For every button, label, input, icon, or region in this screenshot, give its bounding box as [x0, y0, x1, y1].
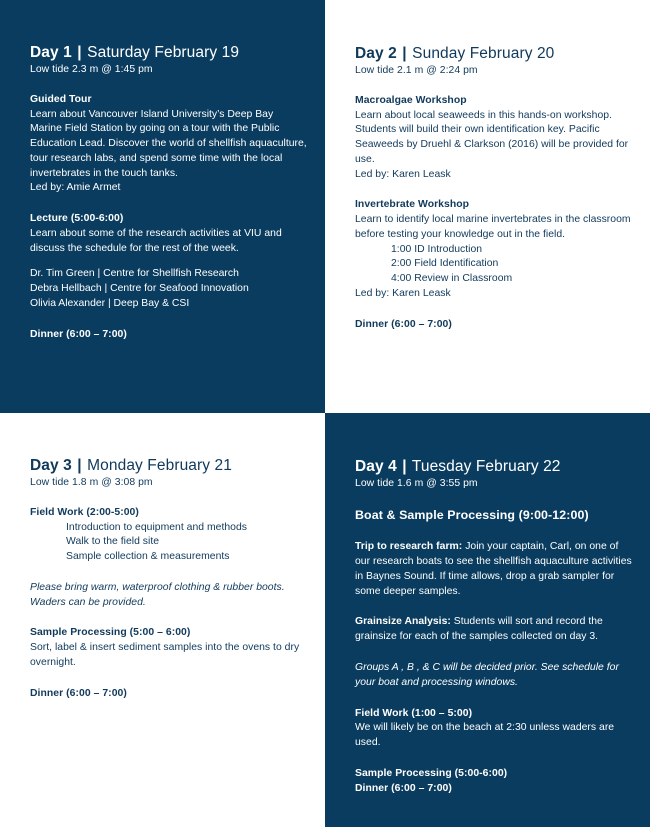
- day-4-groups-note: Groups A , B , & C will be decided prior. See schedule for your boat and processing windows.: [355, 662, 619, 688]
- day-4-title: [355, 458, 632, 476]
- day-2-agenda-item: 1:00 ID Introduction: [391, 243, 483, 255]
- day-3-block-field-work: [30, 506, 307, 565]
- day-2-label: Day 2: [355, 45, 397, 62]
- day-1-roster-item: Debra Hellbach | Centre for Seafood Innovation: [30, 283, 249, 295]
- day-4-separator: |: [402, 458, 407, 475]
- day-3-date: Monday February 21: [87, 457, 232, 474]
- day-2-macroalgae-body: Learn about local seaweeds in this hands-on workshop. Students will build their own identification key. Pacific Seaweeds by Druehl & Clarkson (2016) will be provided for use.: [355, 109, 629, 165]
- day-2-macroalgae-heading: Macroalgae Workshop: [355, 94, 467, 106]
- day-4-dinner-heading: Dinner (6:00 – 7:00): [355, 782, 452, 794]
- day-3-agenda-item: Walk to the field site: [66, 536, 160, 548]
- day-4-boat-sample-heading: Boat & Sample Processing (9:00-12:00): [355, 507, 589, 522]
- day-3-title: [30, 457, 307, 475]
- day-1-date: Saturday February 19: [87, 44, 240, 61]
- day-1-roster-item: Dr. Tim Green | Centre for Shellfish Research: [30, 268, 239, 280]
- day-2-block-macroalgae: [355, 94, 632, 183]
- day-1-title: [30, 44, 307, 62]
- day-2-agenda-item: 2:00 Field Identification: [391, 258, 499, 270]
- day-2-title: [355, 45, 632, 63]
- day-panel-2: [325, 0, 650, 413]
- day-1-lecture-body: Learn about some of the research activities at VIU and discuss the schedule for the rest of the week.: [30, 227, 282, 254]
- day-3-field-work-heading: Field Work (2:00-5:00): [30, 506, 139, 518]
- day-panel-4: [325, 413, 650, 827]
- day-2-separator: |: [402, 45, 407, 62]
- day-1-guided-tour-heading: Guided Tour: [30, 93, 92, 105]
- day-3-gear-note: Please bring warm, waterproof clothing & rubber boots. Waders can be provided.: [30, 581, 285, 608]
- day-3-agenda-item: Sample collection & measurements: [66, 551, 230, 563]
- day-3-agenda-item: Introduction to equipment and methods: [66, 521, 247, 533]
- day-3-dinner-heading: Dinner (6:00 – 7:00): [30, 687, 127, 699]
- day-3-sample-processing-body: Sort, label & insert sediment samples into the ovens to dry overnight.: [30, 642, 300, 668]
- day-2-agenda-item: 4:00 Review in Classroom: [391, 273, 513, 285]
- day-1-guided-tour-body: Learn about Vancouver Island University’s Deep Bay Marine Field Station by going on a tour with the Public Education Lead. Discover the world of shellfish aquaculture, tour research labs, and spend some time with the local invertebrates in the touch tanks.: [30, 108, 307, 179]
- day-2-tide: Low tide 2.1 m @ 2:24 pm: [355, 65, 478, 77]
- day-1-guided-tour-led-by: Led by: Amie Armet: [30, 182, 121, 194]
- day-2-block-dinner: [355, 318, 632, 333]
- day-4-date: Tuesday February 22: [411, 458, 561, 475]
- day-2-invertebrate-heading: Invertebrate Workshop: [355, 199, 470, 211]
- day-2-invertebrate-body: Learn to identify local marine invertebrates in the classroom before testing your knowledge out in the field.: [355, 214, 631, 240]
- day-3-block-gear-note: [30, 581, 307, 611]
- day-2-invertebrate-led-by: Led by: Karen Leask: [355, 287, 451, 299]
- day-panel-1: [0, 0, 325, 413]
- day-3-block-dinner: [30, 687, 307, 702]
- day-4-block-research-farm: [355, 540, 632, 599]
- day-1-block-guided-tour: [30, 93, 307, 196]
- day-3-label: Day 3: [30, 457, 72, 474]
- day-4-tide: Low tide 1.6 m @ 3:55 pm: [355, 478, 478, 490]
- day-4-block-closing: [355, 767, 632, 797]
- day-4-grainsize-lead: Grainsize Analysis:: [355, 616, 451, 628]
- day-3-tide: Low tide 1.8 m @ 3:08 pm: [30, 477, 153, 489]
- day-3-block-sample-processing: [30, 626, 307, 670]
- day-2-dinner-heading: Dinner (6:00 – 7:00): [355, 318, 452, 330]
- day-4-sample-processing-heading: Sample Processing (5:00-6:00): [355, 767, 508, 779]
- day-4-block-groups-note: [355, 661, 632, 691]
- day-4-field-work-heading: Field Work (1:00 – 5:00): [355, 707, 473, 719]
- day-4-research-farm-lead: Trip to research farm:: [355, 541, 463, 553]
- day-3-separator: |: [77, 457, 82, 474]
- day-4-label: Day 4: [355, 458, 397, 475]
- day-1-lecture-heading: Lecture (5:00-6:00): [30, 213, 124, 225]
- day-4-research-farm-body: Join your captain, Carl, on one of our research boats to see the shellfish aquaculture activities in Baynes Sound. If time allows, drop a grab sampler for some deeper samples.: [355, 541, 632, 597]
- day-2-block-invertebrate: [355, 198, 632, 301]
- day-3-sample-processing-heading: Sample Processing (5:00 – 6:00): [30, 627, 191, 639]
- day-4-field-work-body: We will likely be on the beach at 2:30 unless waders are used.: [355, 722, 615, 749]
- day-1-roster-item: Olivia Alexander | Deep Bay & CSI: [30, 297, 190, 309]
- day-1-tide: Low tide 2.3 m @ 1:45 pm: [30, 64, 153, 76]
- day-1-separator: |: [77, 44, 82, 61]
- day-4-block-grainsize: [355, 615, 632, 645]
- spacer: [30, 256, 307, 267]
- day-1-dinner-heading: Dinner (6:00 – 7:00): [30, 328, 127, 340]
- day-1-label: Day 1: [30, 44, 72, 61]
- day-4-block-field-work: [355, 707, 632, 751]
- day-4-grainsize-body: Students will sort and record the grainsize for each of the samples collected on day 3.: [355, 616, 603, 643]
- day-2-date: Sunday February 20: [412, 45, 555, 62]
- day-panel-3: [0, 413, 325, 827]
- day-4-block-boat-heading: [355, 507, 632, 525]
- day-1-block-lecture: [30, 212, 307, 312]
- day-2-macroalgae-led-by: Led by: Karen Leask: [355, 168, 451, 180]
- day-1-block-dinner: [30, 328, 307, 343]
